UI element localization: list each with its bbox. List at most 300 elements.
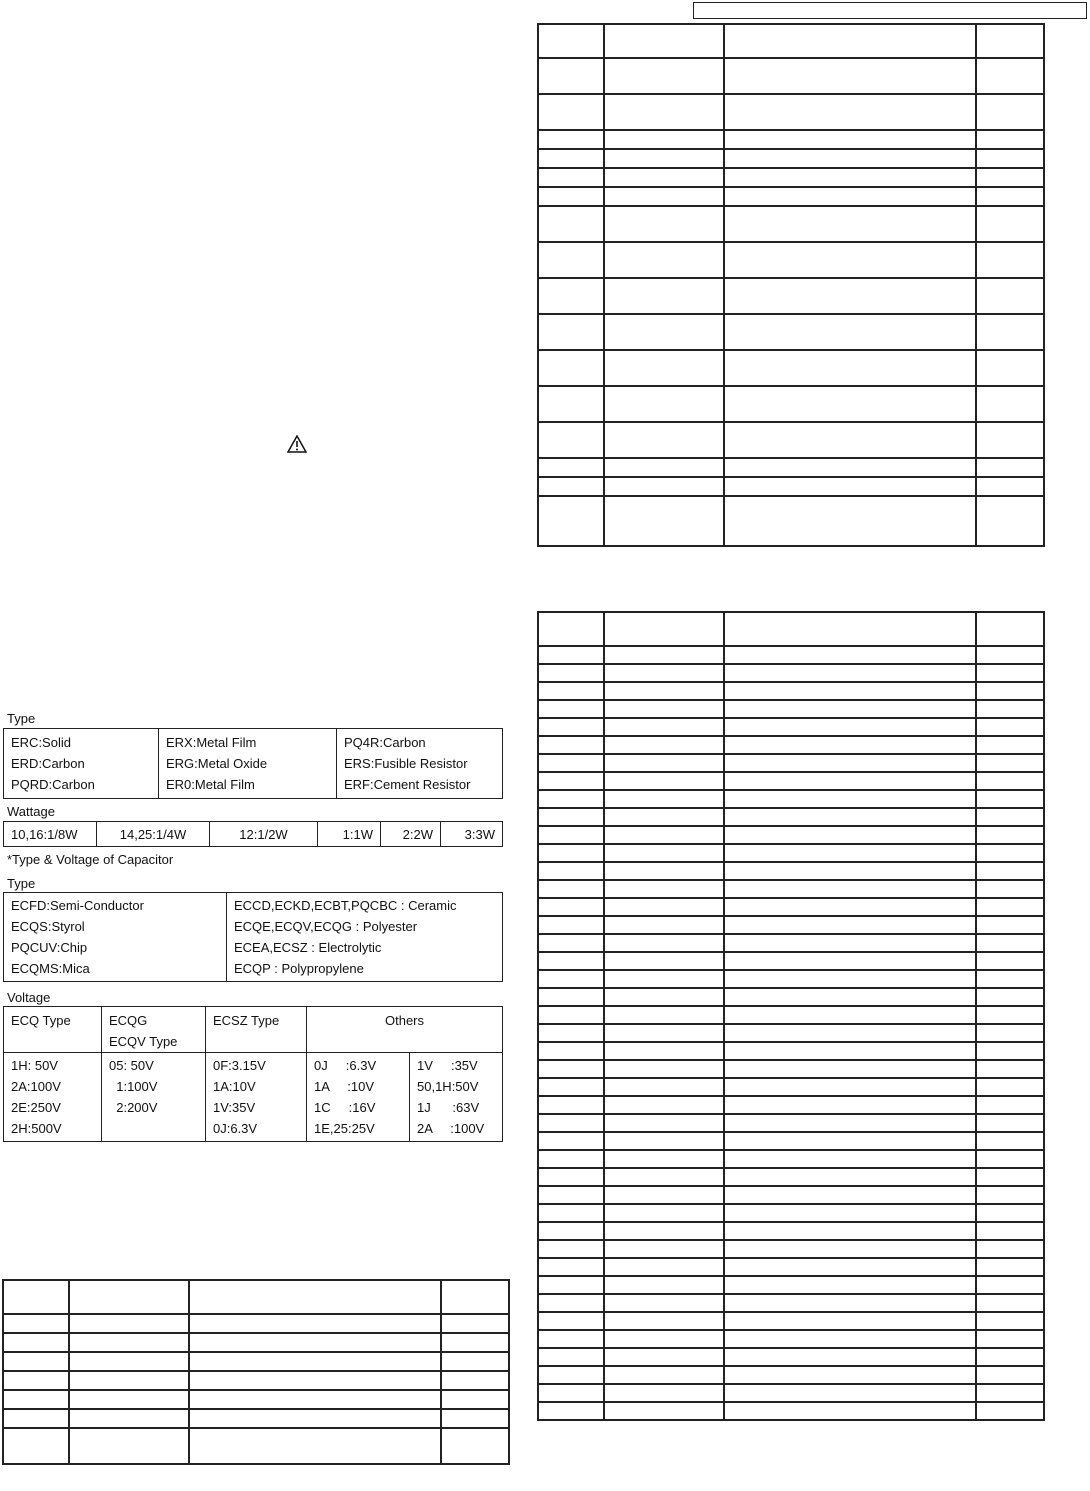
table-cell	[604, 754, 724, 772]
capacitor-title: *Type & Voltage of Capacitor	[7, 852, 174, 867]
others-values-1	[307, 1053, 410, 1142]
table-cell	[724, 187, 976, 206]
capacitor-type-entry: ECQS:Styrol	[11, 919, 85, 934]
table-cell	[724, 458, 976, 477]
table-cell	[604, 458, 724, 477]
table-cell	[538, 1150, 604, 1168]
table-cell	[604, 898, 724, 916]
table-cell	[538, 1096, 604, 1114]
table-cell	[976, 24, 1044, 58]
table-row	[538, 1294, 1044, 1312]
table-cell	[724, 386, 976, 422]
table-cell	[724, 1312, 976, 1330]
table-cell	[604, 1078, 724, 1096]
table-cell	[976, 242, 1044, 278]
table-cell	[538, 646, 604, 664]
table-cell	[604, 168, 724, 187]
table-cell	[538, 754, 604, 772]
table-row	[538, 1204, 1044, 1222]
table-cell	[189, 1352, 441, 1371]
table-cell	[976, 1294, 1044, 1312]
table-cell	[724, 130, 976, 149]
wattage-table	[3, 821, 503, 847]
table-cell	[538, 1168, 604, 1186]
table-cell	[604, 718, 724, 736]
table-cell	[538, 314, 604, 350]
table-cell	[724, 700, 976, 718]
table-cell	[3, 1352, 69, 1371]
voltage-header	[4, 1007, 102, 1053]
table-cell	[724, 58, 976, 94]
table-row	[538, 168, 1044, 187]
table-cell	[604, 94, 724, 130]
table-cell	[724, 1006, 976, 1024]
table-cell	[604, 1150, 724, 1168]
table-row	[3, 1280, 509, 1314]
table-cell	[604, 1402, 724, 1420]
table-cell	[604, 187, 724, 206]
table-cell	[976, 1330, 1044, 1348]
table-cell	[724, 1366, 976, 1384]
table-cell	[724, 664, 976, 682]
table-row	[538, 1258, 1044, 1276]
table-cell	[976, 1006, 1044, 1024]
table-cell	[724, 1096, 976, 1114]
table-cell	[538, 1258, 604, 1276]
table-row	[538, 1348, 1044, 1366]
table-cell	[538, 24, 604, 58]
table-cell	[604, 1240, 724, 1258]
table-cell	[976, 1258, 1044, 1276]
table-cell	[976, 477, 1044, 496]
voltage-header-text: ECSZ Type	[213, 1013, 280, 1028]
table-cell	[604, 1258, 724, 1276]
table-cell	[538, 934, 604, 952]
others-values-2	[410, 1053, 503, 1142]
table-cell	[441, 1409, 509, 1428]
resistor-type-label: Type	[7, 711, 36, 726]
parts-table-bottom-left	[2, 1279, 510, 1465]
voltage-header	[102, 1007, 206, 1053]
table-row	[538, 808, 1044, 826]
table-cell	[604, 862, 724, 880]
table-cell	[976, 1060, 1044, 1078]
table-cell	[538, 1060, 604, 1078]
table-row	[538, 58, 1044, 94]
table-row	[538, 934, 1044, 952]
table-cell	[724, 1060, 976, 1078]
table-cell	[724, 149, 976, 168]
table-row	[538, 350, 1044, 386]
table-cell	[604, 1204, 724, 1222]
table-row	[3, 1352, 509, 1371]
table-cell	[724, 612, 976, 646]
table-cell	[976, 1240, 1044, 1258]
voltage-value: 1A :10V	[314, 1079, 374, 1094]
voltage-header-text: Others	[384, 1013, 424, 1028]
table-row	[538, 149, 1044, 168]
table-cell	[724, 1168, 976, 1186]
capacitor-type-entry: ECQE,ECQV,ECQG : Polyester	[234, 919, 418, 934]
table-row	[538, 790, 1044, 808]
table-cell	[604, 1222, 724, 1240]
table-row	[538, 952, 1044, 970]
parts-table-top-right	[537, 23, 1045, 547]
table-row	[538, 1366, 1044, 1384]
table-row	[538, 278, 1044, 314]
table-row	[538, 970, 1044, 988]
table-cell	[604, 1330, 724, 1348]
table-cell	[604, 278, 724, 314]
parts-table-bottom-right	[537, 611, 1045, 1421]
resistor-type-col2	[159, 729, 337, 799]
table-cell	[604, 880, 724, 898]
table-cell	[976, 898, 1044, 916]
table-cell	[69, 1314, 189, 1333]
table-cell	[441, 1314, 509, 1333]
table-row	[538, 1330, 1044, 1348]
table-cell	[538, 880, 604, 898]
table-cell	[189, 1280, 441, 1314]
capacitor-type-entry: PQCUV:Chip	[11, 940, 88, 955]
table-row	[538, 1114, 1044, 1132]
table-cell	[538, 718, 604, 736]
table-row	[3, 1409, 509, 1428]
resistor-type-entry: ERD:Carbon	[11, 756, 85, 771]
table-cell	[724, 1132, 976, 1150]
capacitor-type-entry: ECQP : Polypropylene	[234, 961, 364, 976]
resistor-type-col3	[337, 729, 503, 799]
table-cell	[976, 736, 1044, 754]
table-cell	[189, 1333, 441, 1352]
wattage-cell: 12:1/2W	[210, 822, 318, 847]
table-row	[538, 1060, 1044, 1078]
table-cell	[976, 880, 1044, 898]
voltage-header-text: ECQ Type	[11, 1013, 71, 1028]
table-cell	[604, 24, 724, 58]
voltage-value: 1:100V	[109, 1079, 158, 1094]
table-cell	[189, 1371, 441, 1390]
table-cell	[724, 1042, 976, 1060]
wattage-cell: 1:1W	[318, 822, 381, 847]
table-cell	[538, 1114, 604, 1132]
voltage-value: 0J:6.3V	[213, 1121, 258, 1136]
table-cell	[976, 970, 1044, 988]
table-cell	[604, 496, 724, 546]
table-cell	[3, 1428, 69, 1464]
table-cell	[724, 880, 976, 898]
ecqg-values	[102, 1053, 206, 1142]
table-row	[3, 1390, 509, 1409]
table-cell	[724, 970, 976, 988]
table-cell	[976, 458, 1044, 477]
table-cell	[604, 386, 724, 422]
table-cell	[976, 1042, 1044, 1060]
table-cell	[604, 1366, 724, 1384]
table-cell	[976, 1114, 1044, 1132]
capacitor-type-entry: ECFD:Semi-Conductor	[11, 898, 144, 913]
voltage-value: 2A :100V	[417, 1121, 485, 1136]
table-cell	[976, 1312, 1044, 1330]
table-cell	[724, 350, 976, 386]
resistor-type-table	[3, 728, 503, 799]
table-cell	[976, 772, 1044, 790]
table-cell	[976, 826, 1044, 844]
table-cell	[724, 1186, 976, 1204]
voltage-value: 2A:100V	[11, 1079, 61, 1094]
table-cell	[976, 808, 1044, 826]
table-cell	[976, 1348, 1044, 1366]
table-cell	[604, 1276, 724, 1294]
resistor-type-entry: ERF:Cement Resistor	[344, 777, 471, 792]
table-cell	[538, 862, 604, 880]
table-cell	[604, 700, 724, 718]
table-row	[538, 1096, 1044, 1114]
table-cell	[724, 94, 976, 130]
table-cell	[538, 1240, 604, 1258]
resistor-type-col1	[4, 729, 159, 799]
table-cell	[538, 1006, 604, 1024]
table-cell	[538, 700, 604, 718]
voltage-value: 50,1H:50V	[417, 1079, 479, 1094]
table-cell	[69, 1352, 189, 1371]
table-row	[3, 1314, 509, 1333]
table-cell	[724, 1384, 976, 1402]
table-cell	[724, 1222, 976, 1240]
table-row	[538, 898, 1044, 916]
table-cell	[724, 278, 976, 314]
table-cell	[976, 350, 1044, 386]
table-cell	[538, 1042, 604, 1060]
table-cell	[604, 934, 724, 952]
table-cell	[69, 1390, 189, 1409]
table-cell	[976, 718, 1044, 736]
table-cell	[724, 790, 976, 808]
table-cell	[976, 916, 1044, 934]
table-cell	[724, 736, 976, 754]
table-cell	[538, 1276, 604, 1294]
table-cell	[538, 772, 604, 790]
table-cell	[538, 826, 604, 844]
table-cell	[976, 1096, 1044, 1114]
table-cell	[976, 1276, 1044, 1294]
table-cell	[604, 772, 724, 790]
table-cell	[604, 1132, 724, 1150]
table-row	[538, 1240, 1044, 1258]
voltage-value: 1E,25:25V	[314, 1121, 375, 1136]
table-row	[538, 386, 1044, 422]
table-cell	[724, 496, 976, 546]
table-cell	[441, 1333, 509, 1352]
table-cell	[538, 682, 604, 700]
voltage-header-text: ECQV Type	[109, 1034, 178, 1049]
table-cell	[538, 149, 604, 168]
resistor-type-entry: ER0:Metal Film	[166, 777, 255, 792]
table-cell	[724, 1294, 976, 1312]
table-cell	[976, 988, 1044, 1006]
table-cell	[538, 844, 604, 862]
table-cell	[724, 1078, 976, 1096]
table-cell	[604, 844, 724, 862]
table-row	[3, 1371, 509, 1390]
table-cell	[538, 130, 604, 149]
table-cell	[976, 1402, 1044, 1420]
table-cell	[538, 206, 604, 242]
capacitor-type-label: Type	[7, 876, 36, 891]
voltage-header	[206, 1007, 307, 1053]
table-cell	[604, 422, 724, 458]
table-cell	[724, 952, 976, 970]
resistor-type-entry: ERX:Metal Film	[166, 735, 257, 750]
table-row	[538, 826, 1044, 844]
voltage-header	[307, 1007, 503, 1053]
table-cell	[538, 1366, 604, 1384]
table-cell	[538, 242, 604, 278]
table-row	[538, 1402, 1044, 1420]
table-cell	[976, 314, 1044, 350]
table-cell	[189, 1428, 441, 1464]
wattage-label: Wattage	[7, 804, 55, 819]
table-cell	[538, 1294, 604, 1312]
table-cell	[976, 646, 1044, 664]
table-row	[538, 1276, 1044, 1294]
table-cell	[441, 1390, 509, 1409]
table-cell	[976, 934, 1044, 952]
table-cell	[976, 1168, 1044, 1186]
table-cell	[604, 1348, 724, 1366]
table-cell	[538, 477, 604, 496]
table-cell	[976, 1150, 1044, 1168]
resistor-type-entry: ERC:Solid	[11, 735, 71, 750]
table-cell	[538, 1024, 604, 1042]
table-cell	[604, 242, 724, 278]
ecq-values	[4, 1053, 102, 1142]
table-cell	[538, 350, 604, 386]
table-row	[538, 94, 1044, 130]
table-cell	[976, 187, 1044, 206]
table-cell	[976, 682, 1044, 700]
table-cell	[604, 1024, 724, 1042]
table-cell	[604, 206, 724, 242]
wattage-cell: 2:2W	[381, 822, 441, 847]
voltage-header-text: ECQG	[109, 1013, 148, 1028]
table-row	[538, 206, 1044, 242]
table-cell	[724, 754, 976, 772]
table-cell	[724, 1348, 976, 1366]
table-cell	[538, 187, 604, 206]
table-cell	[604, 970, 724, 988]
table-row	[538, 1312, 1044, 1330]
table-cell	[604, 736, 724, 754]
table-cell	[538, 1204, 604, 1222]
table-cell	[976, 94, 1044, 130]
voltage-label: Voltage	[7, 990, 51, 1005]
table-cell	[604, 808, 724, 826]
voltage-value: 1A:10V	[213, 1079, 256, 1094]
table-row	[538, 862, 1044, 880]
table-row	[538, 880, 1044, 898]
table-cell	[604, 790, 724, 808]
table-cell	[538, 1186, 604, 1204]
table-row	[538, 422, 1044, 458]
table-cell	[538, 952, 604, 970]
table-cell	[189, 1390, 441, 1409]
table-cell	[3, 1280, 69, 1314]
table-cell	[604, 1294, 724, 1312]
table-cell	[538, 1312, 604, 1330]
table-row	[538, 754, 1044, 772]
table-row	[3, 1428, 509, 1464]
table-cell	[976, 168, 1044, 187]
table-row	[538, 458, 1044, 477]
voltage-value: 0J :6.3V	[314, 1058, 377, 1073]
table-cell	[724, 826, 976, 844]
table-cell	[976, 1222, 1044, 1240]
table-cell	[976, 952, 1044, 970]
table-cell	[976, 1024, 1044, 1042]
table-cell	[604, 314, 724, 350]
table-cell	[724, 898, 976, 916]
table-row	[538, 916, 1044, 934]
table-row	[538, 130, 1044, 149]
voltage-value: 2:200V	[109, 1100, 158, 1115]
table-cell	[441, 1352, 509, 1371]
table-cell	[604, 1006, 724, 1024]
table-cell	[976, 496, 1044, 546]
table-cell	[538, 458, 604, 477]
table-cell	[604, 477, 724, 496]
table-cell	[976, 422, 1044, 458]
table-cell	[724, 1276, 976, 1294]
table-row	[538, 1006, 1044, 1024]
resistor-type-entry: ERS:Fusible Resistor	[344, 756, 468, 771]
table-cell	[604, 1186, 724, 1204]
table-row	[538, 314, 1044, 350]
table-cell	[724, 1402, 976, 1420]
capacitor-voltage-table	[3, 1006, 503, 1142]
resistor-type-entry: PQRD:Carbon	[11, 777, 95, 792]
table-cell	[3, 1333, 69, 1352]
voltage-value: 1H: 50V	[11, 1058, 58, 1073]
table-cell	[3, 1371, 69, 1390]
table-cell	[69, 1333, 189, 1352]
table-cell	[724, 314, 976, 350]
wattage-cell: 14,25:1/4W	[97, 822, 210, 847]
table-cell	[724, 242, 976, 278]
capacitor-type-entry: ECCD,ECKD,ECBT,PQCBC : Ceramic	[234, 898, 457, 913]
table-cell	[538, 898, 604, 916]
table-cell	[724, 1240, 976, 1258]
table-row	[538, 988, 1044, 1006]
voltage-value: 1V :35V	[417, 1058, 478, 1073]
table-cell	[724, 916, 976, 934]
table-cell	[604, 826, 724, 844]
table-cell	[538, 1132, 604, 1150]
table-cell	[724, 988, 976, 1006]
table-cell	[976, 862, 1044, 880]
table-cell	[604, 1312, 724, 1330]
warning-triangle-icon	[287, 435, 307, 453]
table-row	[538, 844, 1044, 862]
table-cell	[3, 1314, 69, 1333]
capacitor-type-entry: ECEA,ECSZ : Electrolytic	[234, 940, 382, 955]
voltage-value: 05: 50V	[109, 1058, 154, 1073]
table-cell	[976, 1204, 1044, 1222]
table-cell	[724, 422, 976, 458]
header-box	[693, 2, 1087, 19]
table-cell	[976, 1078, 1044, 1096]
table-row	[538, 682, 1044, 700]
